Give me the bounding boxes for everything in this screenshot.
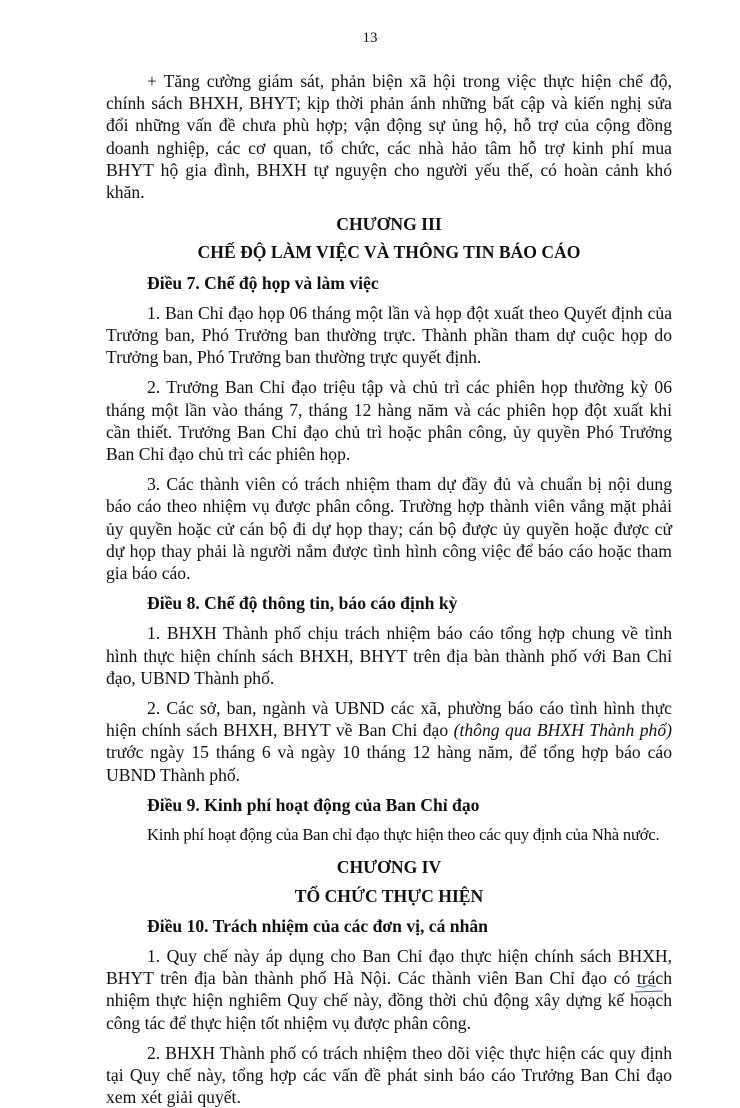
article-9-heading: Điều 9. Kinh phí hoạt động của Ban Chỉ đạo: [147, 794, 480, 815]
initials-signature: [634, 983, 664, 995]
article-8-heading: Điều 8. Chế độ thông tin, báo cáo định kỳ: [147, 593, 458, 614]
article-8-item-2: [106, 697, 672, 786]
article-8-item-2-text: 2. Các sở, ban, ngành và UBND các xã, phường báo cáo tình hình thực hiện chính sách BHXH, BHYT về Ban Chỉ đạo: [106, 698, 672, 741]
chapter-4-title: TỔ CHỨC THỰC HIỆN: [294, 885, 484, 906]
article-8-item-1: 1. BHXH Thành phố chịu trách nhiệm báo cáo tổng hợp chung về tình hình thực hiện chính sách BHXH, BHYT trên địa bàn thành phố với Ban Chỉ đạo, UBND Thành phố.: [106, 623, 672, 688]
article-10-item-2: 2. BHXH Thành phố có trách nhiệm theo dõi việc thực hiện các quy định tại Quy chế này, tổng hợp các vấn đề phát sinh báo cáo Trưởng Ban Chỉ đạo xem xét giải quyết.: [106, 1042, 672, 1108]
article-8-item-2-tail: trước ngày 15 tháng 6 và ngày 10 tháng 12 hàng năm, để tổng hợp báo cáo UBND Thành phố.: [106, 742, 672, 785]
document-body: [106, 70, 672, 1108]
chapter-3-title: CHẾ ĐỘ LÀM VIỆC VÀ THÔNG TIN BÁO CÁO: [197, 242, 581, 263]
article-7-heading: Điều 7. Chế độ họp và làm việc: [147, 272, 379, 293]
chapter-4-label: CHƯƠNG IV: [336, 857, 442, 878]
paragraph-oversight: + Tăng cường giám sát, phản biện xã hội trong việc thực hiện chế độ, chính sách BHXH, BHYT; kịp thời phản ánh những bất cập và kiến nghị sửa đổi những vấn đề chưa phù hợp; vận động sự ủng hộ, hỗ trợ của cộng đồng doanh nghiệp, các cơ quan, tổ chức, các nhà hảo tâm hỗ trợ kinh phí mua BHYT hộ gia đình, BHXH tự nguyện cho người yếu thế, có hoàn cảnh khó khăn.: [106, 71, 672, 203]
article-9-text: Kinh phí hoạt động của Ban chỉ đạo thực hiện theo các quy định của Nhà nước.: [147, 825, 660, 845]
article-7-item-1: 1. Ban Chỉ đạo họp 06 tháng một lần và họp đột xuất theo Quyết định của Trưởng ban, Phó Trưởng ban thường trực. Thành phần tham dự cuộc họp do Trưởng ban, Phó Trưởng ban thường trực quyết định.: [106, 302, 672, 368]
article-10-item-1: 1. Quy chế này áp dụng cho Ban Chỉ đạo thực hiện chính sách BHXH, BHYT trên địa bàn thành phố Hà Nội. Các thành viên Ban Chỉ đạo có trách nhiệm thực hiện nghiêm Quy chế này, đồng thời chủ động xây dựng kế hoạch công tác để thực hiện tốt nhiệm vụ được phân công.: [106, 945, 672, 1033]
page-number: 13: [362, 30, 378, 46]
chapter-3-label: CHƯƠNG III: [336, 214, 442, 235]
article-10-heading: Điều 10. Trách nhiệm của các đơn vị, cá nhân: [147, 915, 488, 936]
article-8-item-2-italic: (thông qua BHXH Thành phố): [453, 720, 673, 741]
article-7-item-2: 2. Trưởng Ban Chỉ đạo triệu tập và chủ trì các phiên họp thường kỳ 06 tháng một lần vào tháng 7, tháng 12 hàng năm và các phiên họp đột xuất khi cần thiết. Trưởng Ban Chỉ đạo chủ trì hoặc phân công, ủy quyền Phó Trưởng Ban Chỉ đạo chủ trì các phiên họp.: [106, 377, 672, 465]
article-7-item-3: 3. Các thành viên có trách nhiệm tham dự đầy đủ và chuẩn bị nội dung báo cáo theo nhiệm vụ được phân công. Trường hợp thành viên vắng mặt phải ủy quyền hoặc cử cán bộ đi dự họp thay; cán bộ được ủy quyền hoặc được cử dự họp thay phải là người nắm được tình hình công việc để báo cáo hoặc tham gia báo cáo.: [106, 474, 672, 584]
